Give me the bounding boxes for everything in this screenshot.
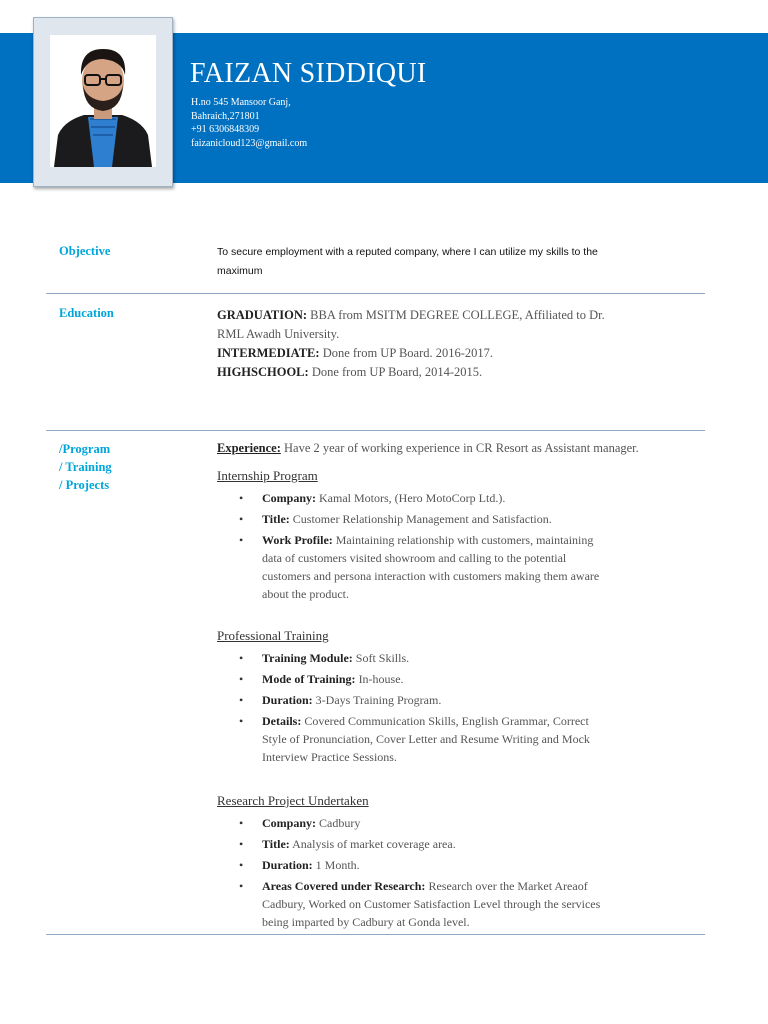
objective-text: To secure employment with a reputed company, where I can utilize my skills to the maximum (217, 246, 598, 277)
address-line-2: Bahraich,271801 (191, 110, 260, 122)
highschool-label: HIGHSCHOOL: (217, 365, 309, 379)
research-heading: Research Project Undertaken (217, 793, 369, 808)
list-item: • Company: Kamal Motors, (Hero MotoCorp Ltd.). (239, 491, 506, 505)
intermediate-entry (217, 344, 627, 363)
profile-photo-frame (33, 17, 173, 187)
phone-number: +91 6306848309 (191, 124, 260, 136)
projects-label-line-1: /Program (59, 442, 111, 456)
internship-section (217, 468, 657, 606)
address-line-1: H.no 545 Mansoor Ganj, (191, 97, 291, 108)
graduation-text: BBA from MSITM DEGREE COLLEGE, Affiliated to Dr. RML Awadh University. (217, 308, 605, 341)
graduation-entry (217, 306, 627, 344)
list-item: • Duration: 1 Month. (239, 858, 360, 872)
highschool-entry (217, 363, 627, 382)
list-item: • Title: Analysis of market coverage area. (239, 837, 456, 851)
divider (46, 430, 705, 431)
person-photo-icon (50, 35, 156, 167)
training-heading: Professional Training (217, 628, 329, 643)
objective-label: Objective (59, 244, 111, 258)
divider (46, 934, 705, 935)
research-section (217, 793, 657, 934)
list-item: • Work Profile: Maintaining relationship with customers, maintaining data of customers visited showroom and calling to the potential customers and persona interaction with customers making them aware about the product. (239, 533, 600, 601)
profile-photo (50, 35, 156, 167)
contact-details (191, 96, 307, 151)
list-item: • Company: Cadbury (239, 816, 361, 830)
highschool-text: Done from UP Board, 2014-2015. (311, 365, 483, 379)
list-item: • Areas Covered under Research: Research over the Market Areaof Cadbury, Worked on Customer Satisfaction Level through the services being imparted by Cadbury at Gonda level. (239, 879, 601, 929)
list-item: • Training Module: Soft Skills. (239, 651, 410, 665)
list-item: • Mode of Training: In-house. (239, 672, 404, 686)
intermediate-label: INTERMEDIATE: (217, 346, 320, 360)
projects-label-line-2: / Training (59, 460, 112, 474)
experience-label: Experience: (217, 441, 281, 455)
education-label: Education (59, 306, 114, 320)
list-item: • Details: Covered Communication Skills, English Grammar, Correct Style of Pronunciation, Cover Letter and Resume Writing and Mock Interview Practice Sessions. (239, 714, 590, 764)
projects-label (59, 440, 112, 494)
intermediate-text: Done from UP Board. 2016-2017. (322, 346, 494, 360)
list-item: • Duration: 3-Days Training Program. (239, 693, 442, 707)
education-content (217, 306, 627, 382)
candidate-name: FAIZAN SIDDIQUI (190, 58, 427, 89)
email-address[interactable]: faizanicloud123@gmail.com (191, 138, 308, 150)
list-item: • Title: Customer Relationship Management and Satisfaction. (239, 512, 552, 526)
projects-label-line-3: / Projects (59, 478, 110, 492)
internship-heading: Internship Program (217, 468, 318, 483)
experience-text: Have 2 year of working experience in CR Resort as Assistant manager. (284, 441, 639, 455)
training-section (217, 628, 657, 769)
graduation-label: GRADUATION: (217, 308, 308, 322)
divider (46, 293, 705, 294)
experience-line (217, 441, 657, 456)
